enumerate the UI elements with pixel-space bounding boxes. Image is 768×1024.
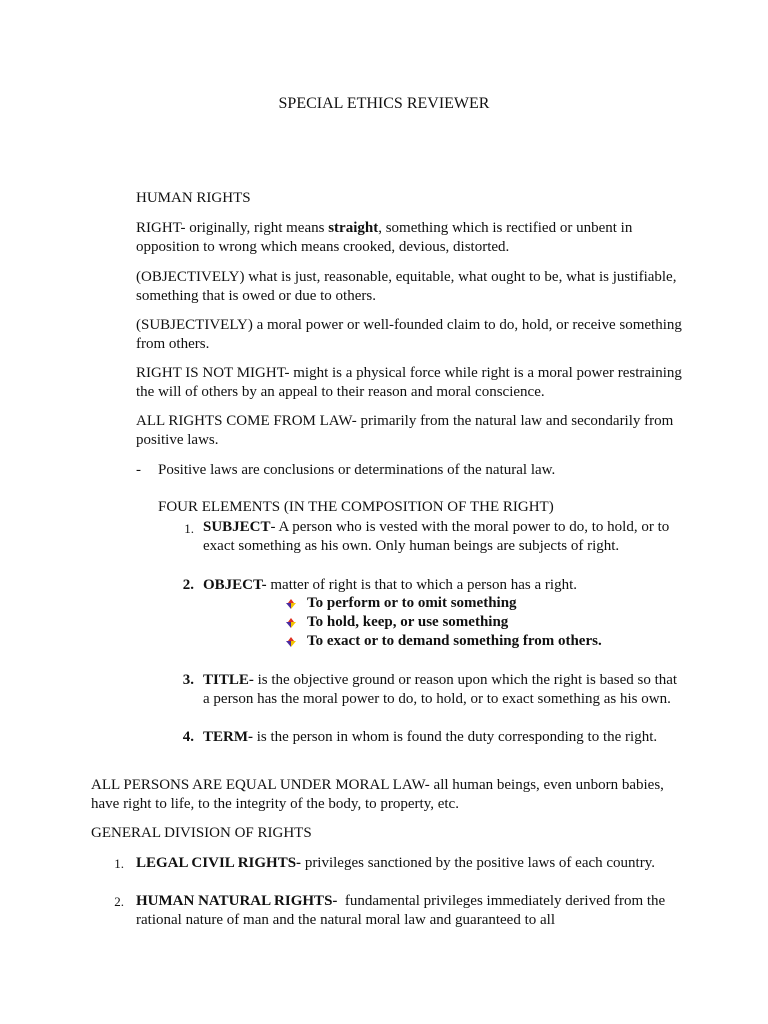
object-bullet-item: To perform or to omit something [307,595,517,611]
element-subject [203,518,679,556]
list-number: 2. [182,577,194,593]
element-text: - A person who is vested with the moral power to do, to hold, or to exact something as his own. Only human beings are subjects of right. [203,519,670,554]
element-title [203,671,679,709]
object-bullet-item: To hold, keep, or use something [307,614,509,630]
division-text: privileges sanctioned by the positive laws of each country. [301,855,655,871]
four-elements-heading: FOUR ELEMENTS (IN THE COMPOSITION OF THE RIGHT) [158,499,554,515]
right-bold-word: straight [328,220,379,236]
element-object [203,576,679,595]
right-definition [136,219,684,257]
right-lead: RIGHT- originally, right means [136,220,329,236]
element-label: TITLE- [203,672,254,688]
division-label: LEGAL CIVIL RIGHTS- [136,855,302,871]
objectively-paragraph: (OBJECTIVELY) what is just, reasonable, equitable, what ought to be, what is justifiable, something that is owed or due to others. [136,269,677,304]
element-text: is the person in whom is found the duty corresponding to the right. [253,729,658,745]
element-label: SUBJECT [203,519,271,535]
division-text: fundamental privileges immediately derived from the rational nature of man and the natural moral law and guaranteed to all [136,893,669,928]
list-number: 2. [114,894,124,909]
element-text: matter of right is that to which a person has a right. [266,577,577,593]
object-bullet-item: To exact or to demand something from others. [307,633,602,649]
list-number: 3. [182,672,194,688]
right-not-might-paragraph: RIGHT IS NOT MIGHT- might is a physical force while right is a moral power restraining the will of others by an appeal to their reason and moral conscience. [136,365,682,400]
dash-marker: - [136,462,141,478]
division-label: HUMAN NATURAL RIGHTS- [136,893,338,909]
element-label: TERM- [203,729,253,745]
list-number: 1. [114,856,124,871]
division-item-human-natural [136,892,676,930]
element-term [203,728,679,747]
element-label: OBJECT- [203,577,267,593]
list-number: 4. [182,729,194,745]
general-division-heading: GENERAL DIVISION OF RIGHTS [91,825,312,841]
arrow-bullet-icon [285,617,297,629]
right-rest: , something which is rectified or unbent in opposition to wrong which means crooked, devious, distorted. [136,220,633,255]
arrow-bullet-icon [285,598,297,610]
arrow-bullet-icon [285,636,297,648]
page-title: SPECIAL ETHICS REVIEWER [278,95,490,112]
section-heading: HUMAN RIGHTS [136,190,251,206]
equal-persons-paragraph: ALL PERSONS ARE EQUAL UNDER MORAL LAW- all human beings, even unborn babies, have right to life, to the integrity of the body, to property, etc. [91,777,664,812]
division-item-legal-civil [136,854,676,873]
list-number: 1. [184,521,194,536]
dash-item-text: Positive laws are conclusions or determinations of the natural law. [158,462,556,478]
element-text: is the objective ground or reason upon which the right is based so that a person has the moral power to do, to hold, or to exact something as his own. [203,672,678,707]
all-rights-paragraph: ALL RIGHTS COME FROM LAW- primarily from the natural law and secondarily from positive laws. [136,413,674,448]
subjectively-paragraph: (SUBJECTIVELY) a moral power or well-founded claim to do, hold, or receive something from others. [136,317,682,352]
